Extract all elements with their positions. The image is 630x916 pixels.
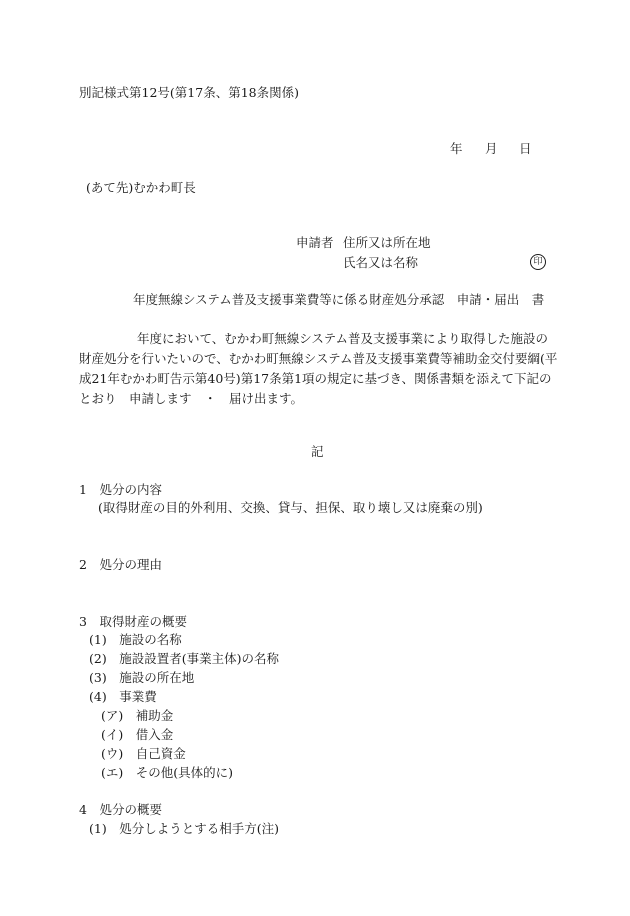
item-2-heading: 2 処分の理由 xyxy=(79,557,162,572)
item-3-sub-1: (1) 施設の名称 xyxy=(89,632,182,647)
item-1-note: (取得財産の目的外利用、交換、貸与、担保、取り壊し又は廃棄の別) xyxy=(98,500,483,515)
item-3-sub-3: (3) 施設の所在地 xyxy=(89,670,195,685)
item-1-heading: 1 処分の内容 xyxy=(79,482,162,497)
applicant-label: 申請者 xyxy=(296,235,334,250)
addressee: (あて先)むかわ町長 xyxy=(86,180,196,195)
name-label: 氏名又は名称 xyxy=(343,255,419,270)
date-day-label: 日 xyxy=(519,141,532,156)
item-3-sub-2: (2) 施設設置者(事業主体)の名称 xyxy=(89,651,279,666)
item-4-heading: 4 処分の概要 xyxy=(79,802,162,817)
item-3-sub-4d: (エ) その他(具体的に) xyxy=(101,765,234,780)
item-4-sub-1: (1) 処分しようとする相手方(注) xyxy=(89,821,279,836)
item-3-sub-4c: (ウ) 自己資金 xyxy=(101,746,186,761)
form-number: 別記様式第12号(第17条、第18条関係) xyxy=(79,85,299,100)
item-3-sub-4: (4) 事業費 xyxy=(89,689,157,704)
item-3-sub-4a: (ア) 補助金 xyxy=(101,708,174,723)
date-month-label: 月 xyxy=(485,141,498,156)
address-label: 住所又は所在地 xyxy=(343,235,431,250)
date-year-label: 年 xyxy=(450,141,463,156)
document-title: 年度無線システム普及支援事業費等に係る財産処分承認 申請・届出 書 xyxy=(133,292,545,307)
item-3-sub-4b: (イ) 借入金 xyxy=(101,727,174,742)
item-3-heading: 3 取得財産の概要 xyxy=(79,614,187,629)
seal-mark: 印 xyxy=(530,254,546,270)
ki-heading: 記 xyxy=(311,444,324,459)
body-paragraph: 年度において、むかわ町無線システム普及支援事業により取得した施設の財産処分を行いたいので、むかわ町無線システム普及支援事業費等補助金交付要綱(平成21年むかわ町告示第40号)第17条第1項の規定に基づき、関係書類を添えて下記のとおり 申請します ・ 届け出ます。 xyxy=(79,331,558,406)
